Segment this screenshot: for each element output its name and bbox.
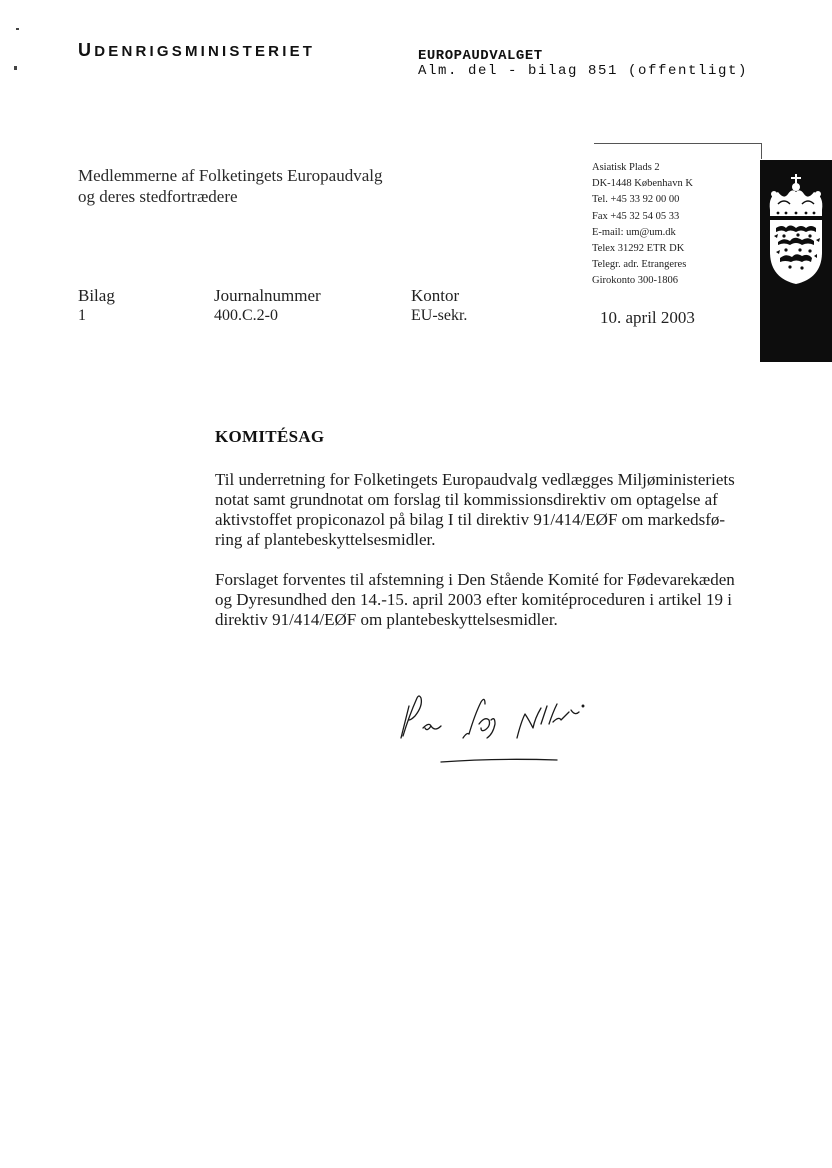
letter-date: 10. april 2003 bbox=[600, 308, 695, 327]
address-divider-tick bbox=[761, 143, 762, 159]
scan-speck bbox=[14, 66, 17, 70]
stamp-title: EUROPAUDVALGET bbox=[418, 48, 543, 64]
bilag-value: 1 bbox=[78, 307, 86, 324]
letter-heading: KOMITÉSAG bbox=[215, 427, 325, 446]
ministry-name: UDENRIGSMINISTERIET bbox=[78, 40, 316, 60]
ministry-initial: U bbox=[78, 40, 95, 60]
kontor-value: EU-sekr. bbox=[411, 307, 468, 324]
stamp-subtitle: Alm. del - bilag 851 (offentligt) bbox=[418, 63, 749, 79]
coat-of-arms-icon bbox=[764, 170, 828, 288]
address-line: Telex 31292 ETR DK bbox=[592, 243, 685, 255]
recipient-block bbox=[78, 165, 383, 207]
address-line: Asiatisk Plads 2 bbox=[592, 162, 660, 173]
kontor-label: Kontor bbox=[411, 286, 460, 305]
recipient-line: og deres stedfortrædere bbox=[78, 187, 238, 206]
bilag-label: Bilag bbox=[78, 286, 115, 305]
recipient-line: Medlemmerne af Folketingets Europaudvalg bbox=[78, 166, 383, 185]
handwritten-signature bbox=[395, 676, 595, 776]
address-line: Tel. +45 33 92 00 00 bbox=[592, 194, 680, 206]
journal-label: Journalnummer bbox=[214, 286, 321, 305]
body-paragraph-1 bbox=[215, 470, 775, 550]
paragraph-line: notat samt grundnotat om forslag til kommissionsdirektiv om optagelse af bbox=[215, 490, 718, 509]
address-line: E-mail: um@um.dk bbox=[592, 226, 676, 238]
address-line: Girokonto 300-1806 bbox=[592, 275, 679, 287]
paragraph-line: aktivstoffet propiconazol på bilag I til direktiv 91/414/EØF om markedsfø- bbox=[215, 510, 726, 529]
paragraph-line: direktiv 91/414/EØF om plantebeskyttelsesmidler. bbox=[215, 610, 558, 629]
paragraph-line: ring af plantebeskyttelsesmidler. bbox=[215, 530, 436, 549]
journal-value: 400.C.2-0 bbox=[214, 307, 278, 324]
archive-stamp bbox=[418, 48, 748, 79]
address-line: Telegr. adr. Etrangeres bbox=[592, 259, 687, 271]
paragraph-line: og Dyresundhed den 14.-15. april 2003 efter komitéproceduren i artikel 19 i bbox=[215, 590, 732, 609]
address-divider bbox=[594, 143, 762, 144]
address-line: DK-1448 København K bbox=[592, 178, 693, 190]
paragraph-line: Til underretning for Folketingets Europaudvalg vedlægges Miljøministeriets bbox=[215, 470, 735, 489]
body-paragraph-2 bbox=[215, 570, 775, 630]
address-block bbox=[592, 160, 693, 290]
scan-speck bbox=[16, 28, 19, 30]
address-line: Fax +45 32 54 05 33 bbox=[592, 210, 680, 222]
paragraph-line: Forslaget forventes til afstemning i Den Stående Komité for Fødevarekæden bbox=[215, 570, 735, 589]
